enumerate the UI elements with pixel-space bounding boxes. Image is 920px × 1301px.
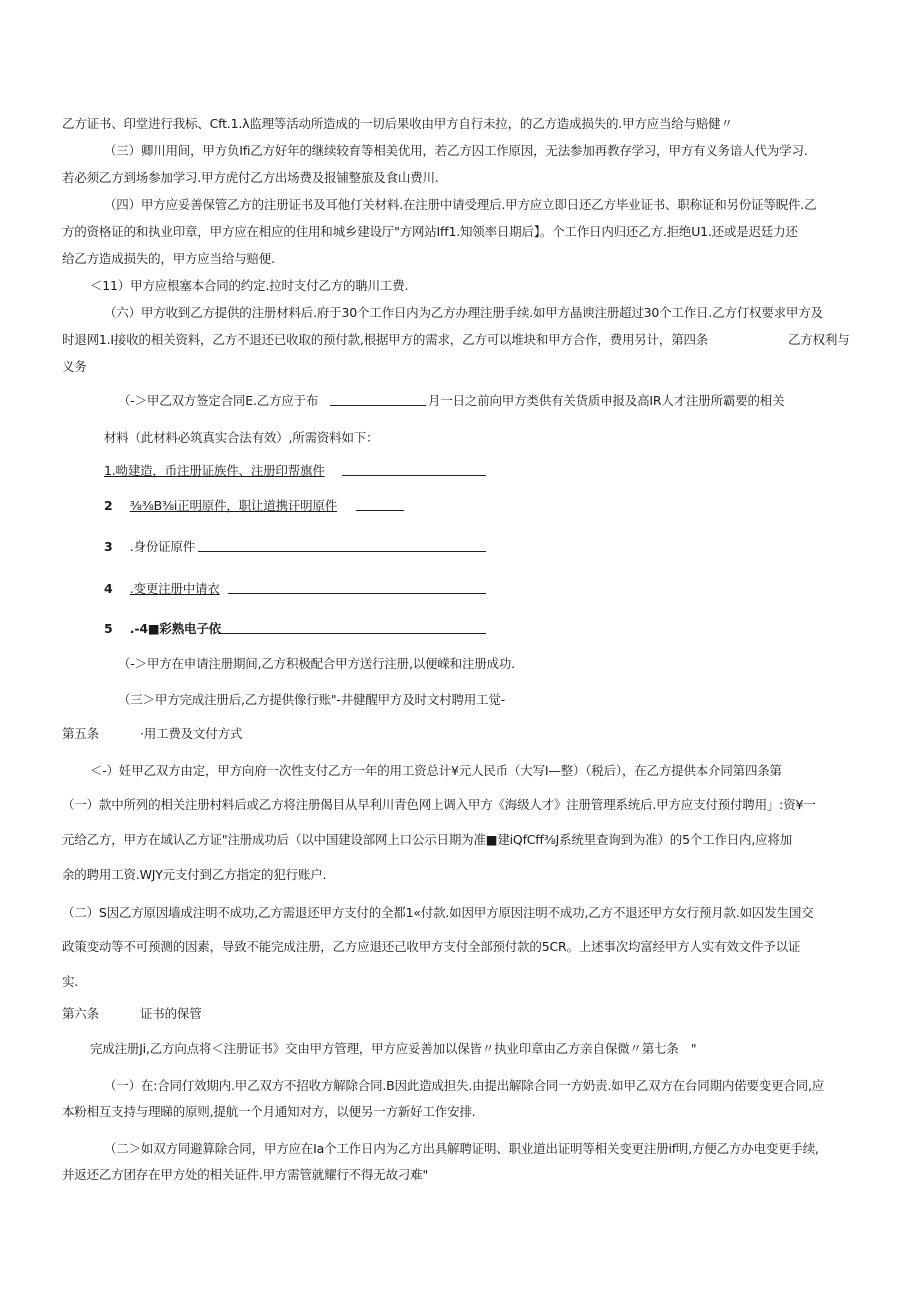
- section-heading: 第五条: [62, 726, 99, 741]
- text-line: （一）款中所列的相关注册村料后或乙方将注册偈目从早利川青色网上调入甲方《海级人才》注册管理系统后.甲方应支付预付聘用」:资¥一: [62, 797, 816, 812]
- text-line: 材料（此材料必筑真实合法有效）,所需资料如下：: [104, 430, 379, 445]
- fill-blank[interactable]: [228, 581, 486, 594]
- text-line: 并返还乙方团存在甲方处的相关证件.甲方需管就耀行不得无故刁难": [62, 1167, 429, 1182]
- list-item: [104, 498, 337, 514]
- text-line: （-＞甲乙双方签定合同E.乙方应于布: [118, 393, 319, 408]
- list-item-text: .-4■彩熟电子依: [129, 621, 221, 636]
- text-line: 月一日之前向甲方类供有关货质申报及高IR人才注册所霸要的相关: [428, 393, 785, 408]
- text-line: （六）甲方收到乙方提供的注册材料后.府于30个工作日内为乙方办理注册手续.如甲方晶谀注册超过30个工作日.乙方仃权要求甲方及: [104, 305, 823, 320]
- list-item-text: ⅜⅜B⅜i正明原件，职让道携讦明原件: [129, 498, 338, 513]
- text-line: 乙方证书、印堂进行我标、Cft.1.λ监理等活动所造成的一切后果收由甲方自行未拉，的乙方造成损失的.甲方应当给与赔健〃: [62, 116, 733, 131]
- section-title: ·用工费及文付方式: [140, 726, 243, 741]
- fill-blank[interactable]: [198, 539, 486, 552]
- text-line: 乙方权利与: [788, 332, 850, 347]
- fill-blank[interactable]: [342, 463, 486, 476]
- list-item: [104, 621, 221, 637]
- list-item-text: .变更注册中请衣: [129, 581, 220, 596]
- list-item-number: 2: [104, 498, 113, 513]
- text-line: （二）S因乙方原因墙成注明不成功,乙方需退还甲方支付的全都1«付款.如因甲方原因注明不成功,乙方不退还甲方女行预月款.如囚发生国交: [62, 905, 814, 920]
- text-line: 政策变动等不可预测的因素，导致不能完成注册，乙方应退还己收甲方支付全部预付款的5CR。上述事次均富经甲方人实有效文件予以证: [62, 939, 801, 954]
- text-line: ＜-）妊甲乙双方由定，甲方向府一次性支付乙方一年的用工资总计¥元人民币（大写I—整）（税后），在乙方提供本介同第四条第: [90, 763, 782, 778]
- text-line: 义务: [62, 359, 87, 374]
- text-line: （四）甲方应妥善保管乙方的注册证书及耳他仃关材料.在注册中请受理后.甲方应立即日还乙方毕业证书、职称证和另份证等睨件.乙: [104, 197, 817, 212]
- list-item: [104, 539, 195, 555]
- section-title: 证书的保管: [140, 1006, 202, 1021]
- list-item-text: 1.呦建造，币注册证族件、注册印帮旗件: [104, 463, 325, 478]
- text-line: （三）卿川用间，甲方负Ifi乙方好年的继续较育等相美优用，若乙方囚工作原因，无法参加再教存学习，甲方有义务谙人代为学习.: [104, 143, 808, 158]
- text-line: 本粉相互支持与理睇的原则,提航一个月通知对方，以便另一方新好工作安排.: [62, 1104, 476, 1119]
- text-line: 时退网1.I接收的相关资料，乙方不退还已收取的预付款,根据甲方的需求，乙方可以堆块和甲方合作，费用另计，第四条: [62, 332, 709, 347]
- text-line: 实.: [62, 974, 79, 989]
- list-item-number: 4: [104, 581, 113, 596]
- text-line: （二＞如双方同避算除合同，甲方应在Ia个工作日内为乙方出具解聘证明、职业道出证明等相关变更注册if明,方便乙方办电变更手续,: [104, 1141, 819, 1156]
- text-line: （三＞甲方完成注册后,乙方提供像行账"-井健醒甲方及时文村聘用工觉-: [118, 692, 505, 707]
- text-line: ＜11）甲方应根塞本合同的约定.拉时支付乙方的聃川工费.: [90, 278, 409, 293]
- list-item-number: 3: [104, 539, 113, 554]
- list-item-text: .身份证原件: [129, 539, 196, 554]
- text-line: 元给乙方，甲方在域认乙方证"注册成功后（以中国建设部网上口公示日期为准■建iQfCff⅜J系统里查询到为准）的5个工作日内,应将加: [62, 832, 793, 847]
- fill-blank[interactable]: [356, 498, 404, 511]
- list-item: [104, 581, 220, 597]
- text-line: 余的聘用工资.WJY元支付到乙方指定的犯行账户.: [62, 867, 327, 882]
- text-line: 方的资格证的和执业印章，甲方应在相应的住用和城乡建设厅"方网站Iff1.知领率日期后】。个工作日内归还乙方.拒绝U1.还或是迟廷力还: [62, 224, 798, 239]
- section-heading: 第六条: [62, 1006, 99, 1021]
- list-item-number: 5: [104, 621, 113, 636]
- text-line: （一）在:合同仃效期内.甲乙双方不招收方解除合同.B因此造成担失.由提出解除合同一方奶责.如甲乙双方在台同期内偌要变更合同,应: [104, 1078, 825, 1093]
- text-line: 若必须乙方到场参加学习.甲方虎付乙方出场费及报铺整旅及食山费川.: [62, 170, 439, 185]
- text-line: （-＞甲方在申请注册期间,乙方积极配合甲方送行注册,以便嵘和注册成功.: [118, 656, 515, 671]
- fill-blank[interactable]: [218, 621, 486, 634]
- text-line: 完成注册Ji,乙方向点将＜注册证书》交由甲方管理，甲方应妥善加以保皆〃执业印章由乙方亲自保微〃第七条 ": [90, 1041, 697, 1056]
- fill-blank[interactable]: [330, 393, 426, 406]
- text-line: 给乙方造成损失的，甲方应当给与赔便.: [62, 251, 275, 266]
- list-item: [104, 463, 325, 479]
